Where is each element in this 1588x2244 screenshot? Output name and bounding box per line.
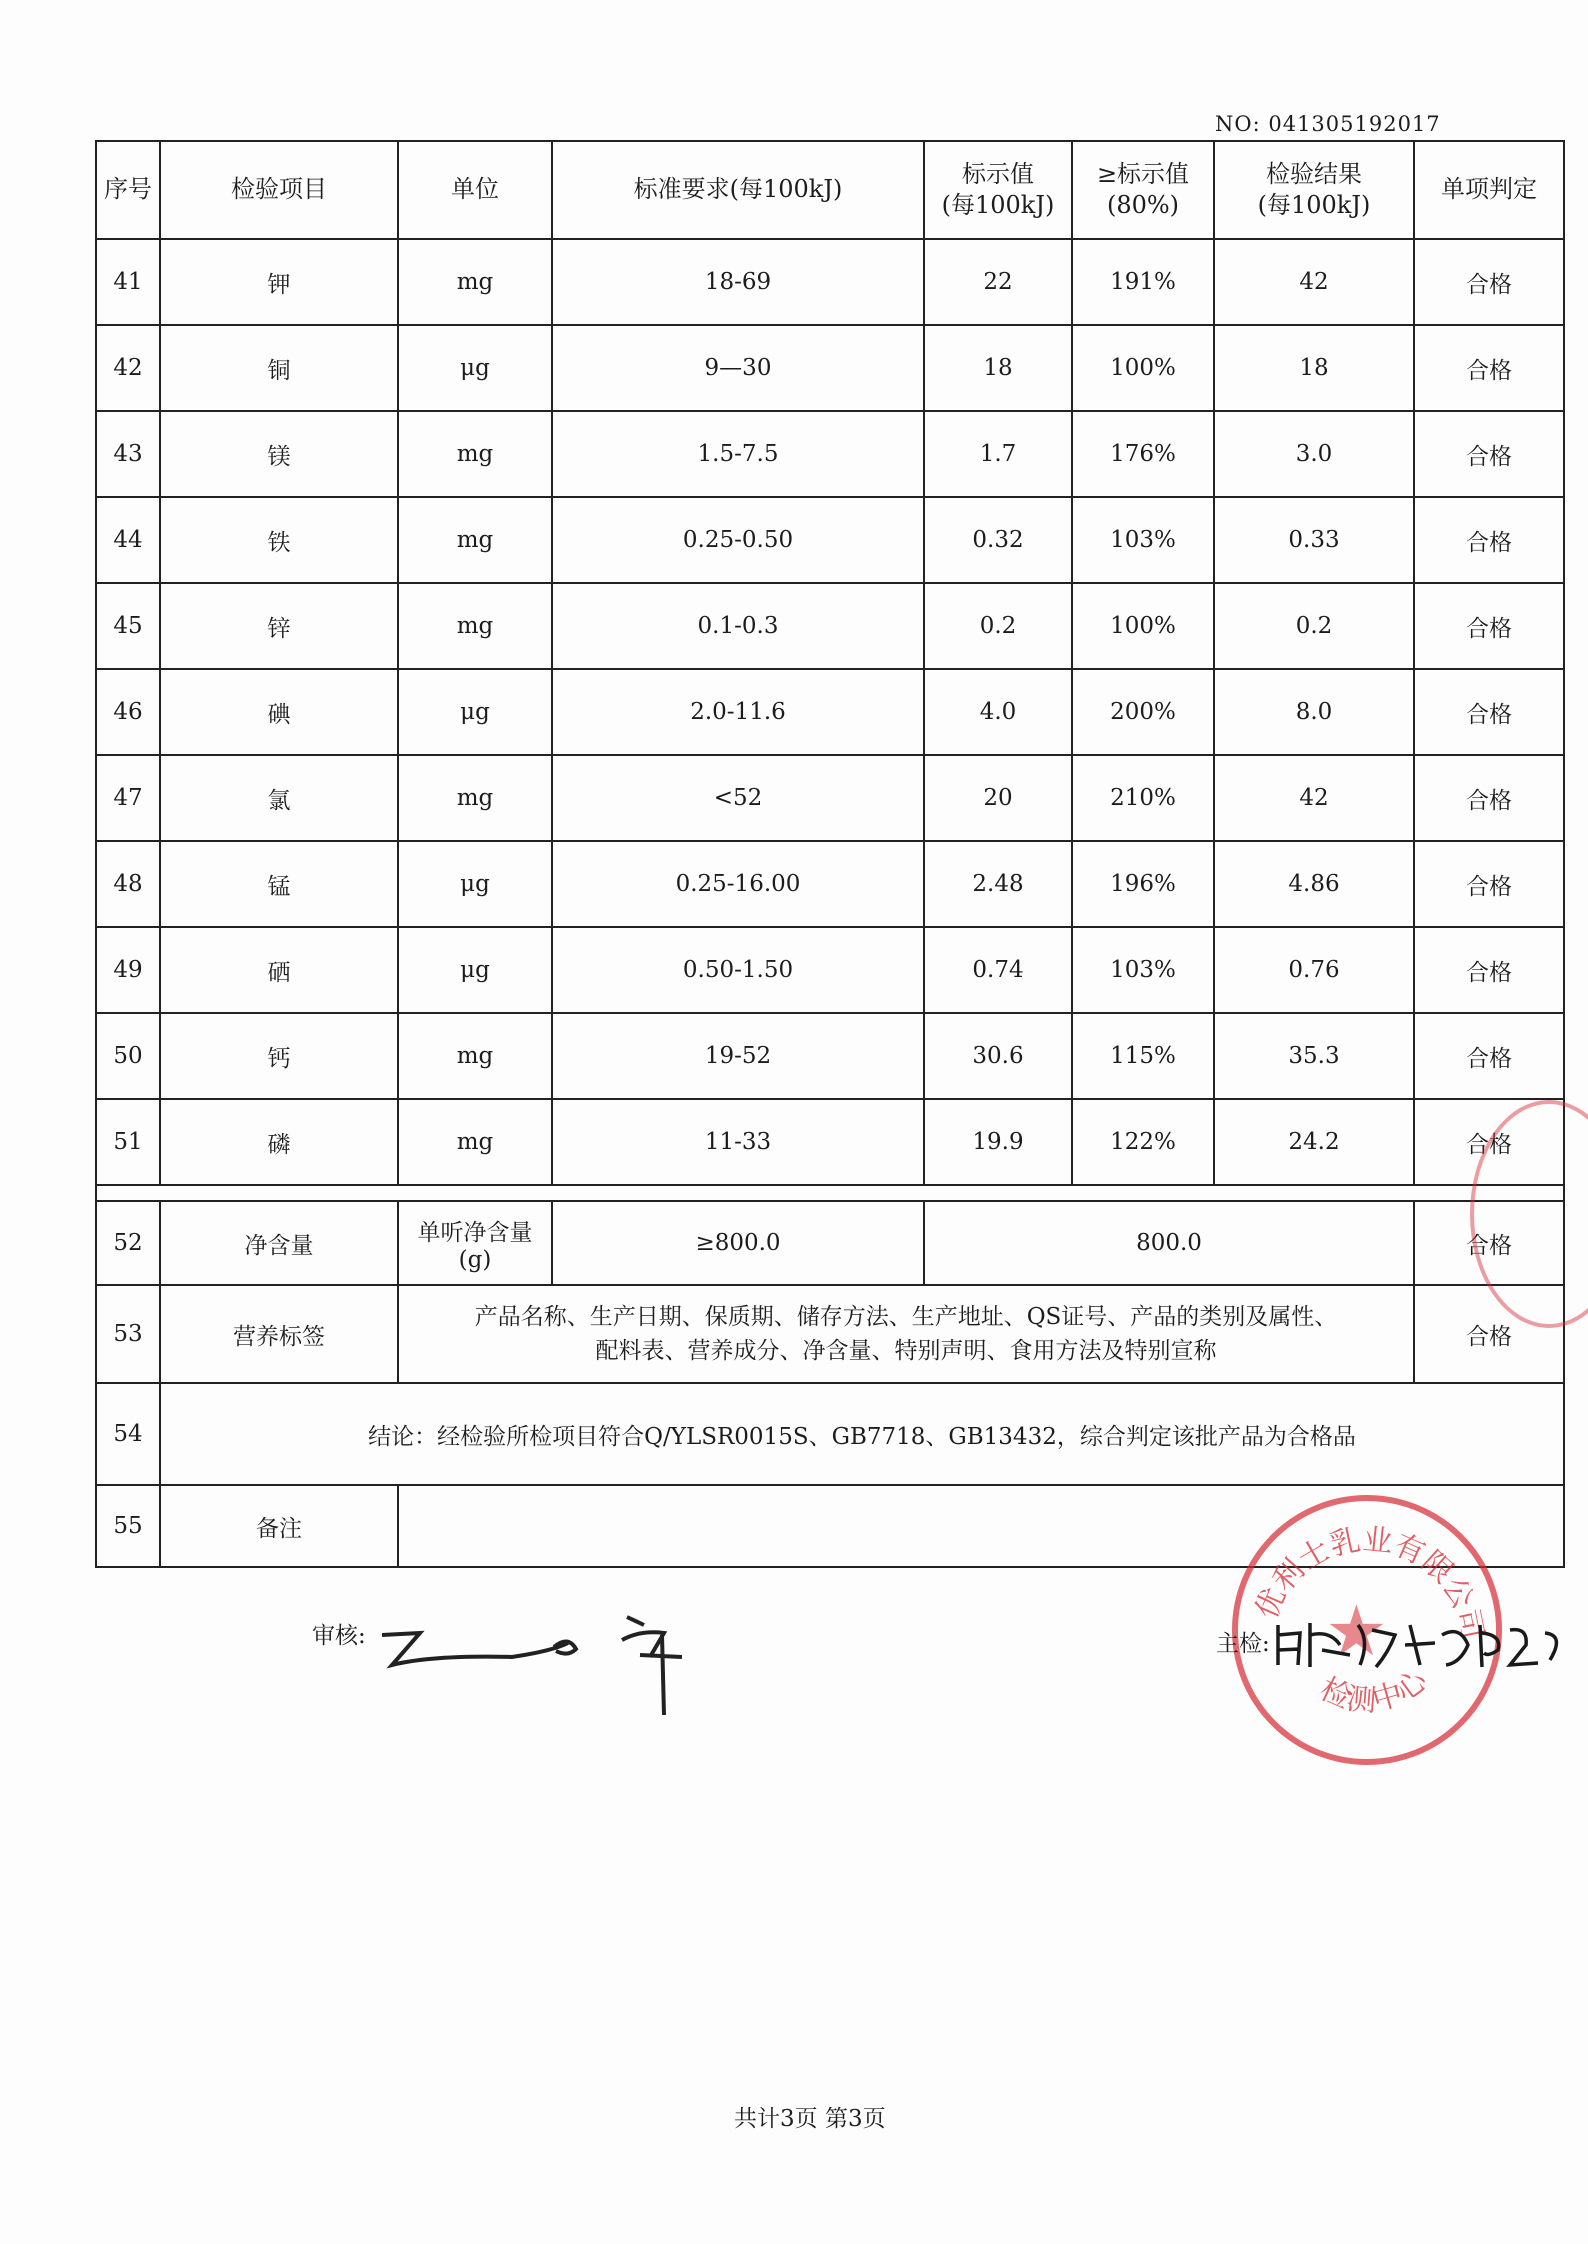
cell-unit: 单听净含量 (g) (398, 1201, 552, 1285)
page-footer: 共计3页 第3页 (734, 2106, 886, 2132)
cell-unit: mg (398, 411, 552, 497)
cell-judgement: 合格 (1414, 1099, 1564, 1185)
cell-result: 42 (1214, 239, 1414, 325)
table-row-net-content (96, 1201, 1564, 1285)
cell-percent: 191% (1072, 239, 1214, 325)
cell-unit: μg (398, 325, 552, 411)
cell-percent: 200% (1072, 669, 1214, 755)
cell-result: 35.3 (1214, 1013, 1414, 1099)
cell-label-value: 18 (924, 325, 1072, 411)
cell-percent: 196% (1072, 841, 1214, 927)
reviewer-label: 审核: (312, 1623, 366, 1649)
cell-item: 镁 (160, 411, 398, 497)
cell-judgement: 合格 (1414, 1201, 1564, 1285)
report-number: NO: 041305192017 (1215, 112, 1441, 136)
header-item: 检验项目 (160, 141, 398, 239)
cell-judgement: 合格 (1414, 583, 1564, 669)
cell-seq: 45 (96, 583, 160, 669)
cell-item: 锰 (160, 841, 398, 927)
cell-label-requirements: 产品名称、生产日期、保质期、储存方法、生产地址、QS证号、产品的类别及属性、 配料表、营养成分、净含量、特别声明、食用方法及特别宣称 (398, 1285, 1414, 1383)
cell-seq: 53 (96, 1285, 160, 1383)
cell-judgement: 合格 (1414, 669, 1564, 755)
cell-seq: 41 (96, 239, 160, 325)
cell-judgement: 合格 (1414, 1285, 1564, 1383)
table-row (96, 1099, 1564, 1185)
cell-item: 锌 (160, 583, 398, 669)
inspection-table (95, 140, 1565, 1568)
cell-item: 营养标签 (160, 1285, 398, 1383)
cell-unit: mg (398, 755, 552, 841)
table-row (96, 325, 1564, 411)
cell-unit: μg (398, 669, 552, 755)
cell-seq: 47 (96, 755, 160, 841)
cell-result: 0.2 (1214, 583, 1414, 669)
reviewer-signature (372, 1595, 702, 1725)
cell-seq: 52 (96, 1201, 160, 1285)
cell-seq: 55 (96, 1485, 160, 1567)
cell-percent: 103% (1072, 497, 1214, 583)
table-header-row (96, 141, 1564, 239)
table-row (96, 583, 1564, 669)
seal-star-icon: ★ (1325, 1590, 1388, 1672)
cell-percent: 122% (1072, 1099, 1214, 1185)
cell-result: 0.76 (1214, 927, 1414, 1013)
cell-seq: 43 (96, 411, 160, 497)
cell-item: 氯 (160, 755, 398, 841)
cell-standard: 11-33 (552, 1099, 924, 1185)
cell-label-value: 0.32 (924, 497, 1072, 583)
cell-percent: 115% (1072, 1013, 1214, 1099)
cell-unit: mg (398, 497, 552, 583)
cell-item: 净含量 (160, 1201, 398, 1285)
cell-standard: <52 (552, 755, 924, 841)
table-row (96, 1013, 1564, 1099)
cell-standard: 2.0-11.6 (552, 669, 924, 755)
cell-label-value: 4.0 (924, 669, 1072, 755)
cell-percent: 103% (1072, 927, 1214, 1013)
cell-conclusion: 结论：经检验所检项目符合Q/YLSR0015S、GB7718、GB13432，综合判定该批产品为合格品 (160, 1383, 1564, 1485)
cell-unit: μg (398, 841, 552, 927)
cell-judgement: 合格 (1414, 927, 1564, 1013)
cell-seq: 42 (96, 325, 160, 411)
table-row (96, 841, 1564, 927)
cell-seq: 48 (96, 841, 160, 927)
cell-judgement: 合格 (1414, 1013, 1564, 1099)
cell-seq: 50 (96, 1013, 160, 1099)
table-row (96, 927, 1564, 1013)
cell-label-value: 22 (924, 239, 1072, 325)
cell-standard: 1.5-7.5 (552, 411, 924, 497)
cell-percent: 100% (1072, 325, 1214, 411)
inspector-label: 主检: (1216, 1631, 1270, 1657)
cell-standard: 9—30 (552, 325, 924, 411)
inspector-signature (1270, 1605, 1570, 1685)
cell-seq: 46 (96, 669, 160, 755)
cell-percent: 176% (1072, 411, 1214, 497)
cell-judgement: 合格 (1414, 411, 1564, 497)
svg-text:优利士乳业有限公司: 优利士乳业有限公司 (1249, 1522, 1490, 1643)
cell-judgement: 合格 (1414, 239, 1564, 325)
cell-label-value: 0.2 (924, 583, 1072, 669)
cell-label-value: 30.6 (924, 1013, 1072, 1099)
cell-label-value: 19.9 (924, 1099, 1072, 1185)
gap-cell (96, 1185, 1564, 1201)
header-standard: 标准要求(每100kJ) (552, 141, 924, 239)
cell-standard: 18-69 (552, 239, 924, 325)
cell-judgement: 合格 (1414, 755, 1564, 841)
cell-item: 碘 (160, 669, 398, 755)
cell-item: 铜 (160, 325, 398, 411)
table-gap-row (96, 1185, 1564, 1201)
cell-judgement: 合格 (1414, 325, 1564, 411)
cell-result: 42 (1214, 755, 1414, 841)
cell-percent: 100% (1072, 583, 1214, 669)
header-label-value: 标示值 (每100kJ) (924, 141, 1072, 239)
cell-standard: 0.25-0.50 (552, 497, 924, 583)
header-ge-label: ≥标示值 (80%) (1072, 141, 1214, 239)
svg-text:检测中心: 检测中心 (1314, 1662, 1434, 1719)
table-row-nutrition-label (96, 1285, 1564, 1383)
cell-seq: 44 (96, 497, 160, 583)
cell-result: 24.2 (1214, 1099, 1414, 1185)
cell-label-value: 0.74 (924, 927, 1072, 1013)
table-row (96, 239, 1564, 325)
cell-seq: 49 (96, 927, 160, 1013)
cell-result: 3.0 (1214, 411, 1414, 497)
cell-unit: μg (398, 927, 552, 1013)
cell-standard: 0.50-1.50 (552, 927, 924, 1013)
cell-unit: mg (398, 1099, 552, 1185)
cell-item: 磷 (160, 1099, 398, 1185)
cell-seq: 54 (96, 1383, 160, 1485)
header-result: 检验结果 (每100kJ) (1214, 141, 1414, 239)
cell-judgement: 合格 (1414, 841, 1564, 927)
cell-unit: mg (398, 1013, 552, 1099)
header-seq: 序号 (96, 141, 160, 239)
cell-unit: mg (398, 239, 552, 325)
cell-item: 硒 (160, 927, 398, 1013)
cell-standard: 19-52 (552, 1013, 924, 1099)
cell-result: 8.0 (1214, 669, 1414, 755)
cell-result: 4.86 (1214, 841, 1414, 927)
cell-unit: mg (398, 583, 552, 669)
table-row-conclusion (96, 1383, 1564, 1485)
cell-standard: ≥800.0 (552, 1201, 924, 1285)
cell-judgement: 合格 (1414, 497, 1564, 583)
table-row (96, 497, 1564, 583)
table-row (96, 411, 1564, 497)
table-row (96, 755, 1564, 841)
cell-item: 备注 (160, 1485, 398, 1567)
cell-standard: 0.1-0.3 (552, 583, 924, 669)
cell-result: 18 (1214, 325, 1414, 411)
cell-percent: 210% (1072, 755, 1214, 841)
cell-label-value: 20 (924, 755, 1072, 841)
table-row (96, 669, 1564, 755)
header-judgement: 单项判定 (1414, 141, 1564, 239)
cell-result: 0.33 (1214, 497, 1414, 583)
cell-label-value: 2.48 (924, 841, 1072, 927)
cell-item: 铁 (160, 497, 398, 583)
cell-value: 800.0 (924, 1201, 1414, 1285)
cell-standard: 0.25-16.00 (552, 841, 924, 927)
cell-seq: 51 (96, 1099, 160, 1185)
cell-label-value: 1.7 (924, 411, 1072, 497)
header-unit: 单位 (398, 141, 552, 239)
cell-item: 钾 (160, 239, 398, 325)
cell-item: 钙 (160, 1013, 398, 1099)
